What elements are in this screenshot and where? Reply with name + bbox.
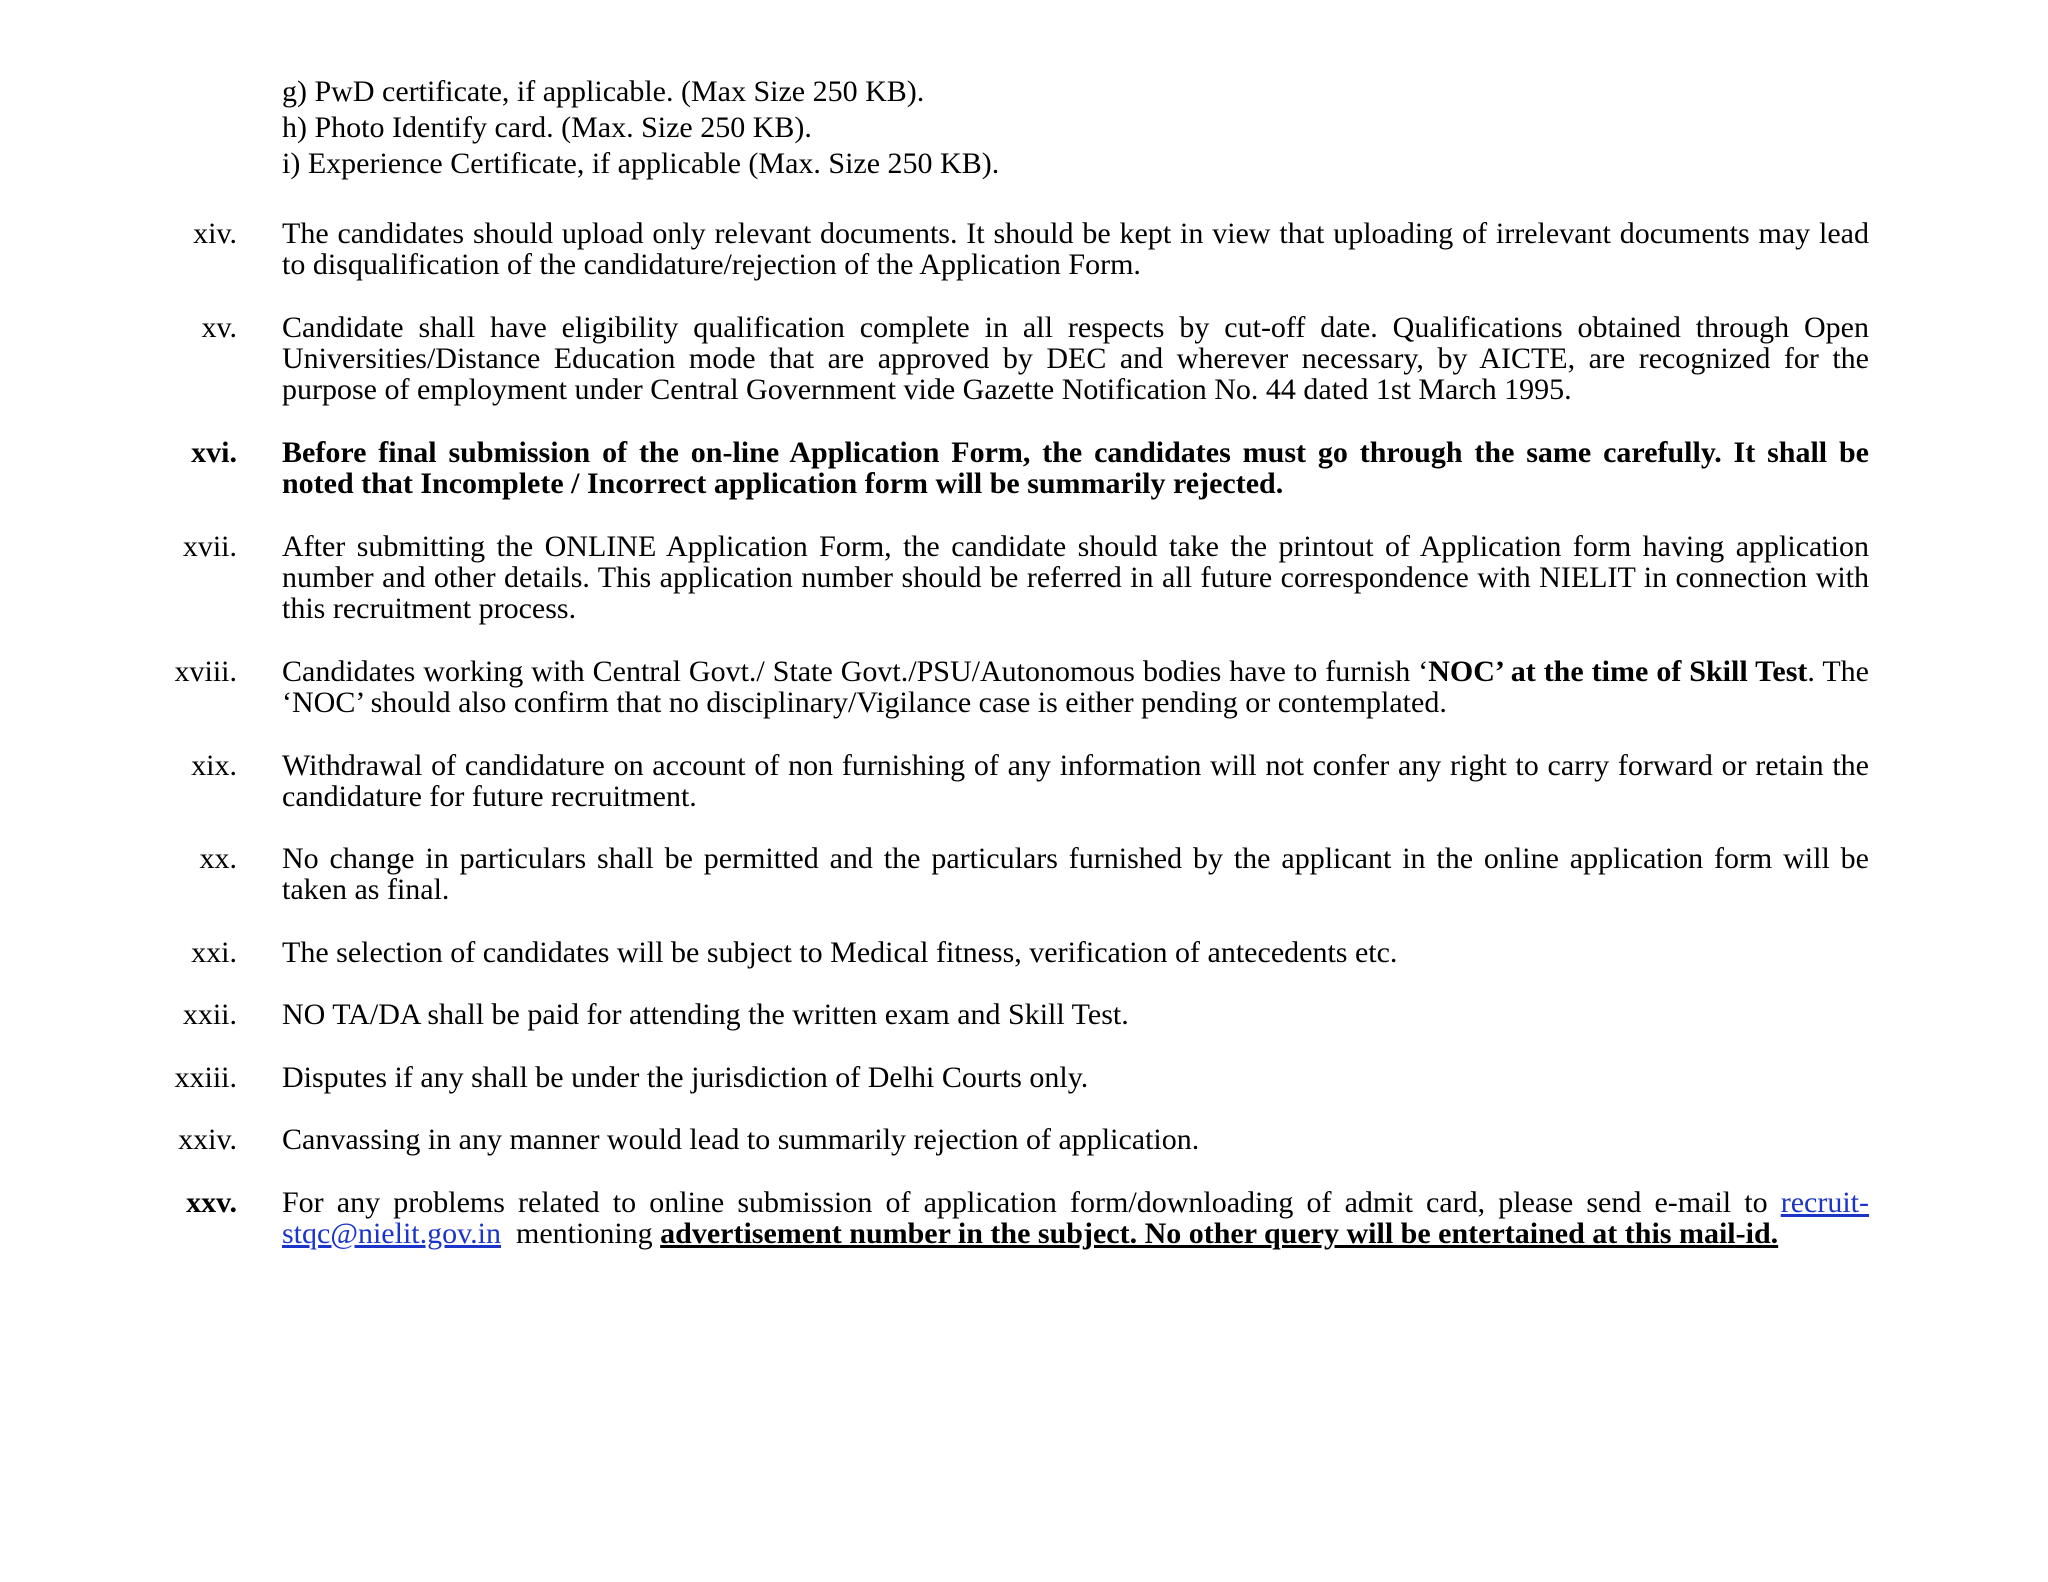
email-link[interactable]: recruit-stqc@nielit.gov.in: [282, 1186, 1869, 1250]
item-number: xxiv.: [178, 1123, 237, 1156]
sub-item-h: h) Photo Identify card. (Max. Size 250 KB).: [282, 111, 812, 144]
item-text-bold-underline: advertisement number in the subject. No other query will be entertained at this mail-id.: [660, 1217, 1779, 1250]
item-text-bold: NOC’ at the time of Skill Test: [1428, 655, 1808, 688]
item-number: xxv.: [186, 1186, 237, 1219]
item-text: [282, 656, 1869, 718]
item-text-part: mentioning: [501, 1217, 661, 1250]
item-number: xx.: [199, 842, 237, 875]
item-text: [282, 1187, 1869, 1249]
item-text: After submitting the ONLINE Application Form, the candidate should take the printout of Application form having application number and other details. This application number should be referred in all future correspondence with NIELIT in connection with this recruitment process.: [282, 530, 1869, 625]
sub-item-i: i) Experience Certificate, if applicable (Max. Size 250 KB).: [282, 147, 1000, 180]
item-text-part: Candidates working with Central Govt./ State Govt./PSU/Autonomous bodies have to furnish ‘: [282, 655, 1429, 688]
item-number: xxiii.: [174, 1061, 237, 1094]
item-text: Candidate shall have eligibility qualification complete in all respects by cut-off date. Qualifications obtained through Open Universities/Distance Education mode that are approved by DEC and wherever necessary, by AICTE, are recognized for the purpose of employment under Central Government vide Gazette Notification No. 44 dated 1st March 1995.: [282, 311, 1869, 406]
item-text: Canvassing in any manner would lead to summarily rejection of application.: [282, 1123, 1200, 1156]
item-text: NO TA/DA shall be paid for attending the written exam and Skill Test.: [282, 998, 1129, 1031]
item-text: The candidates should upload only relevant documents. It should be kept in view that uploading of irrelevant documents may lead to disqualification of the candidature/rejection of the Application Form.: [282, 217, 1869, 281]
item-number: xix.: [191, 749, 237, 782]
item-number: xviii.: [174, 655, 237, 688]
item-number: xvii.: [182, 530, 237, 563]
item-number: xv.: [201, 311, 237, 344]
item-number: xvi.: [191, 436, 237, 469]
item-text: Before final submission of the on-line Application Form, the candidates must go through the same carefully. It shall be noted that Incomplete / Incorrect application form will be summarily rejected.: [282, 436, 1869, 500]
item-text: No change in particulars shall be permitted and the particulars furnished by the applicant in the online application form will be taken as final.: [282, 842, 1869, 906]
sub-item-g: g) PwD certificate, if applicable. (Max Size 250 KB).: [282, 75, 925, 108]
item-text-part: . The ‘NOC’ should also confirm that no disciplinary/Vigilance case is either pending or contemplated.: [282, 655, 1869, 719]
item-text: The selection of candidates will be subject to Medical fitness, verification of antecedents etc.: [282, 936, 1398, 969]
item-text: Disputes if any shall be under the jurisdiction of Delhi Courts only.: [282, 1061, 1089, 1094]
item-text: Withdrawal of candidature on account of non furnishing of any information will not confer any right to carry forward or retain the candidature for future recruitment.: [282, 749, 1869, 813]
item-number: xxii.: [182, 998, 237, 1031]
item-text-part: For any problems related to online submission of application form/downloading of admit card, please send e-mail to: [282, 1186, 1781, 1219]
item-number: xxi.: [191, 936, 237, 969]
item-number: xiv.: [193, 217, 237, 250]
